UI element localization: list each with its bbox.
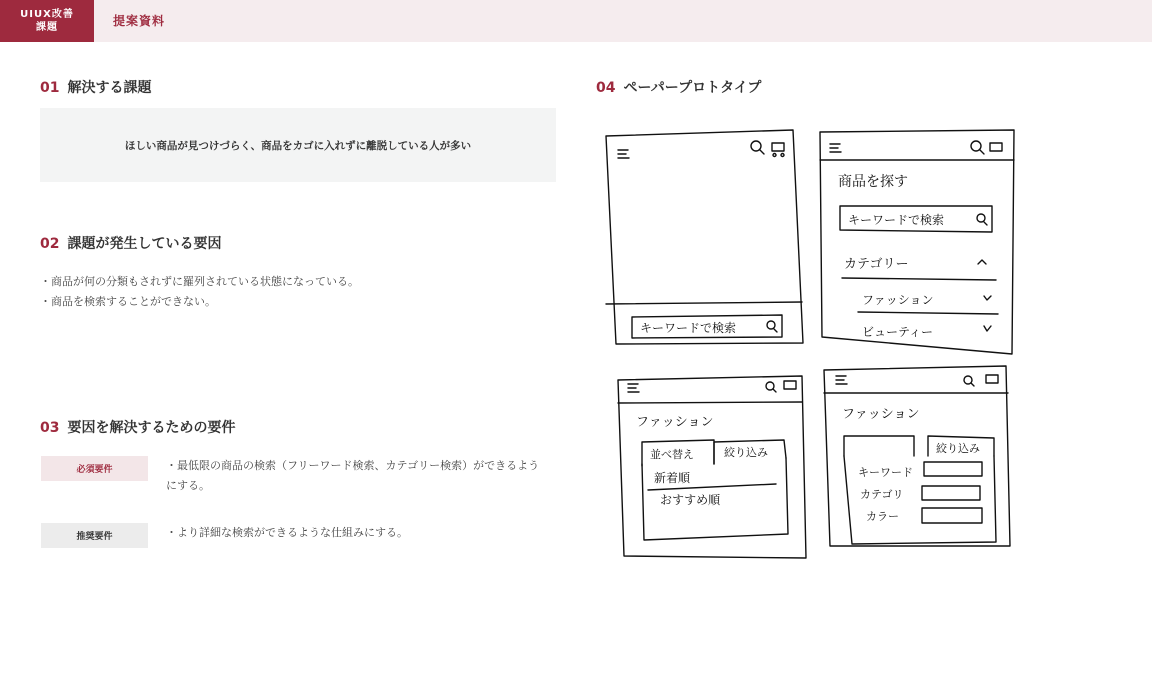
list-item: ・商品を検索することができない。 [40,295,216,308]
causes-list [40,272,359,312]
problem-statement-box [40,108,556,182]
search-screen-title: 商品を探す [838,174,908,190]
section-number: 02 [40,236,60,252]
paper-prototype-sketch [596,118,1026,568]
section-title: 課題が発生している要因 [67,236,222,252]
search-icon-handle [760,150,764,154]
section-number: 04 [596,80,616,96]
filter-tab: 絞り込み [936,442,980,455]
search-box-label: キーワードで検索 [640,321,737,335]
filter-field-label: カテゴリ [860,488,904,501]
section-number: 03 [40,420,60,436]
prototype-screen-sort [618,376,806,558]
header-bar [0,0,1152,42]
badge-line2: 課題 [36,22,58,33]
required-tag: 必須要件 [41,456,148,481]
search-icon [751,141,761,151]
search-box-label: キーワードで検索 [848,213,945,227]
document-title: 提案資料 [113,14,166,28]
recommended-text: ・より詳細な検索ができるような仕組みにする。 [166,526,408,539]
category-item: ビューティー [862,325,934,339]
section-number: 01 [40,80,60,96]
prototype-screen-search [820,130,1014,354]
section-title: 要因を解決するための要件 [67,420,236,436]
sort-tab: 並べ替え [650,448,694,461]
section-04-heading [596,77,761,97]
section-02-heading [40,233,221,253]
cart-icon [772,143,784,157]
list-item: ・商品が何の分類もされずに羅列されている状態になっている。 [40,275,359,288]
sort-option: 新着順 [654,471,691,485]
menu-icon [618,150,629,158]
required-text: ・最低限の商品の検索（フリーワード検索、カテゴリー検索）ができるようにする。 [166,459,540,492]
section-03-heading [40,417,235,437]
recommended-tag: 推奨要件 [41,523,148,548]
section-title: ペーパープロトタイプ [623,80,762,96]
badge-line1: UIUX改善 [20,9,74,20]
prototype-screen-filter [824,366,1010,546]
category-item: ファッション [862,293,934,307]
project-badge [0,0,94,42]
fashion-title: ファッション [842,407,920,422]
section-title: 解決する課題 [67,80,152,96]
sort-option: おすすめ順 [660,493,721,507]
prototype-screen-home [606,130,803,344]
filter-field-label: キーワード [858,466,913,479]
section-01-heading [40,77,151,97]
filter-field-label: カラー [866,510,899,523]
fashion-title: ファッション [636,415,714,430]
filter-tab: 絞り込み [724,446,768,459]
category-label: カテゴリー [844,257,909,272]
problem-statement: ほしい商品が見つけづらく、商品をカゴに入れずに離脱している人が多い [124,139,472,152]
